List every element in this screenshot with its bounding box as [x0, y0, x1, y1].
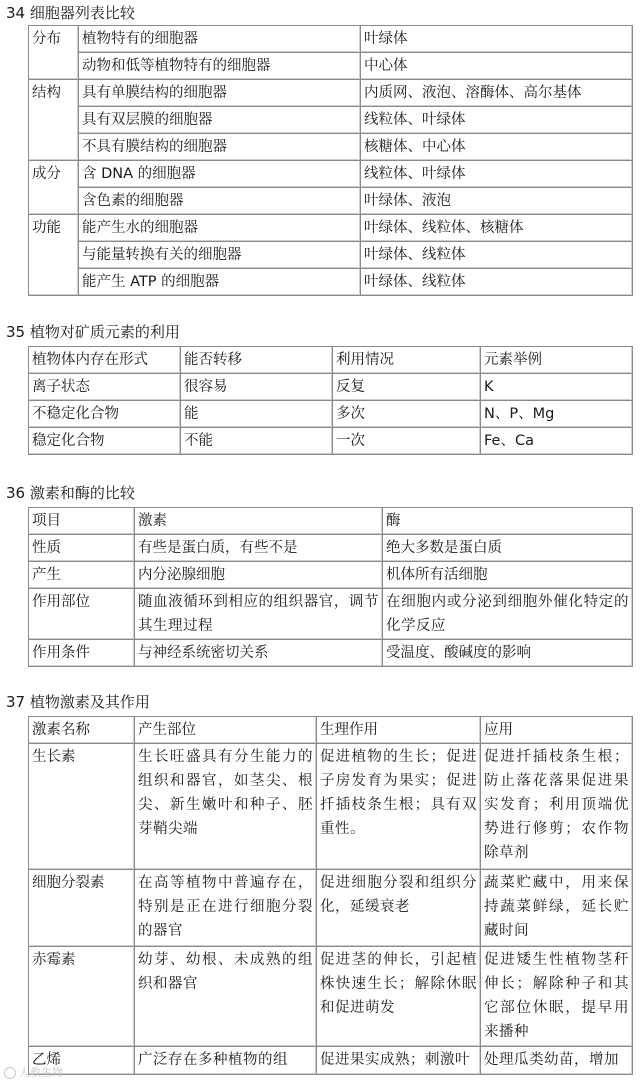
watermark-text: 人教生物: [19, 1066, 63, 1079]
category-cell: 成分: [29, 161, 79, 215]
cell: Fe、Ca: [481, 428, 633, 455]
item-cell: 能产生 ATP 的细胞器: [79, 269, 361, 296]
header-cell: 能否转移: [181, 347, 333, 374]
value-cell: 中心体: [361, 53, 633, 80]
category-cell: 结构: [29, 80, 79, 161]
table-header-row: [29, 717, 633, 744]
hormone-enzyme-table: [28, 507, 633, 667]
cell: 生长旺盛具有分生能力的组织和器官，如茎尖、根尖、新生嫩叶和种子、胚芽鞘尖端: [135, 744, 317, 870]
table-row: [29, 374, 633, 401]
table-row: [29, 401, 633, 428]
table-row: [29, 161, 633, 188]
cell: 乙烯: [29, 1047, 135, 1075]
cell: 能: [181, 401, 333, 428]
value-cell: 叶绿体、线粒体: [361, 269, 633, 296]
value-cell: 叶绿体、液泡: [361, 188, 633, 215]
organelle-comparison-table: [28, 25, 633, 296]
cell: 离子状态: [29, 374, 181, 401]
table-row: [29, 215, 633, 242]
item-cell: 与能量转换有关的细胞器: [79, 242, 361, 269]
table-row: [29, 589, 633, 640]
value-cell: 线粒体、叶绿体: [361, 107, 633, 134]
value-cell: 线粒体、叶绿体: [361, 161, 633, 188]
table-row: [29, 947, 633, 1047]
cell: 反复: [333, 374, 481, 401]
watermark: [4, 1064, 63, 1080]
cell: 蔬菜贮藏中，用来保持蔬菜鲜绿，延长贮藏时间: [481, 870, 633, 947]
item-cell: 含色素的细胞器: [79, 188, 361, 215]
cell: 促进果实成熟；刺激叶: [317, 1047, 481, 1075]
table-row: [29, 428, 633, 455]
category-cell: 分布: [29, 26, 79, 80]
table-row: [29, 242, 633, 269]
header-cell: 应用: [481, 717, 633, 744]
category-cell: 功能: [29, 215, 79, 296]
item-cell: 具有双层膜的细胞器: [79, 107, 361, 134]
item-cell: 能产生水的细胞器: [79, 215, 361, 242]
header-cell: 植物体内存在形式: [29, 347, 181, 374]
cell: K: [481, 374, 633, 401]
item-cell: 含 DNA 的细胞器: [79, 161, 361, 188]
table-row: [29, 562, 633, 589]
table-row: [29, 535, 633, 562]
value-cell: 核糖体、中心体: [361, 134, 633, 161]
table-row: [29, 134, 633, 161]
cell: 不能: [181, 428, 333, 455]
table-row: [29, 744, 633, 870]
cell: 产生: [29, 562, 135, 589]
cell: 受温度、酸碱度的影响: [383, 640, 633, 667]
table-header-row: [29, 508, 633, 535]
cell: 内分泌腺细胞: [135, 562, 383, 589]
table-row: [29, 640, 633, 667]
value-cell: 叶绿体、线粒体、核糖体: [361, 215, 633, 242]
table-row: [29, 269, 633, 296]
section-34-title: 34 细胞器列表比较: [6, 4, 135, 22]
cell: 促进茎的伸长，引起植株快速生长；解除休眠和促进萌发: [317, 947, 481, 1047]
header-cell: 激素: [135, 508, 383, 535]
cell: 处理瓜类幼苗，增加: [481, 1047, 633, 1075]
table-row: [29, 107, 633, 134]
section-35-title: 35 植物对矿质元素的利用: [6, 323, 180, 341]
cell: 细胞分裂素: [29, 870, 135, 947]
cell: 广泛存在多种植物的组: [135, 1047, 317, 1075]
cell: 作用部位: [29, 589, 135, 640]
table-row: [29, 188, 633, 215]
cell: 促进植物的生长；促进子房发育为果实；促进扦插枝条生根；具有双重性。: [317, 744, 481, 870]
cell: 幼芽、幼根、未成熟的组织和器官: [135, 947, 317, 1047]
cell: 促进细胞分裂和组织分化，延缓衰老: [317, 870, 481, 947]
cell: 随血液循环到相应的组织器官，调节其生理过程: [135, 589, 383, 640]
cell: 生长素: [29, 744, 135, 870]
cell: 作用条件: [29, 640, 135, 667]
cell: N、P、Mg: [481, 401, 633, 428]
section-37-title: 37 植物激素及其作用: [6, 693, 150, 711]
cell: 机体所有活细胞: [383, 562, 633, 589]
header-cell: 项目: [29, 508, 135, 535]
header-cell: 产生部位: [135, 717, 317, 744]
table-row: [29, 870, 633, 947]
header-cell: 利用情况: [333, 347, 481, 374]
cell: 赤霉素: [29, 947, 135, 1047]
mineral-utilization-table: [28, 346, 633, 455]
item-cell: 不具有膜结构的细胞器: [79, 134, 361, 161]
header-cell: 元素举例: [481, 347, 633, 374]
item-cell: 动物和低等植物特有的细胞器: [79, 53, 361, 80]
cell: 不稳定化合物: [29, 401, 181, 428]
cell: 促进扦插枝条生根；防止落花落果促进果实发育；利用顶端优势进行修剪；农作物除草剂: [481, 744, 633, 870]
header-cell: 生理作用: [317, 717, 481, 744]
cell: 很容易: [181, 374, 333, 401]
cell: 多次: [333, 401, 481, 428]
cell: 与神经系统密切关系: [135, 640, 383, 667]
table-row: [29, 26, 633, 53]
value-cell: 叶绿体、线粒体: [361, 242, 633, 269]
cell: 在高等植物中普遍存在，特别是正在进行细胞分裂的器官: [135, 870, 317, 947]
cell: 促进矮生性植物茎秆伸长；解除种子和其它部位休眠，提早用来播种: [481, 947, 633, 1047]
item-cell: 植物特有的细胞器: [79, 26, 361, 53]
table-row: [29, 1047, 633, 1075]
plant-hormone-table: [28, 716, 633, 1075]
header-cell: 酶: [383, 508, 633, 535]
watermark-logo-icon: [4, 1067, 16, 1079]
cell: 一次: [333, 428, 481, 455]
cell: 性质: [29, 535, 135, 562]
cell: 稳定化合物: [29, 428, 181, 455]
table-header-row: [29, 347, 633, 374]
cell: 在细胞内或分泌到细胞外催化特定的化学反应: [383, 589, 633, 640]
section-36-title: 36 激素和酶的比较: [6, 484, 135, 502]
table-row: [29, 80, 633, 107]
cell: 有些是蛋白质，有些不是: [135, 535, 383, 562]
item-cell: 具有单膜结构的细胞器: [79, 80, 361, 107]
value-cell: 内质网、液泡、溶酶体、高尔基体: [361, 80, 633, 107]
cell: 绝大多数是蛋白质: [383, 535, 633, 562]
header-cell: 激素名称: [29, 717, 135, 744]
value-cell: 叶绿体: [361, 26, 633, 53]
table-row: [29, 53, 633, 80]
